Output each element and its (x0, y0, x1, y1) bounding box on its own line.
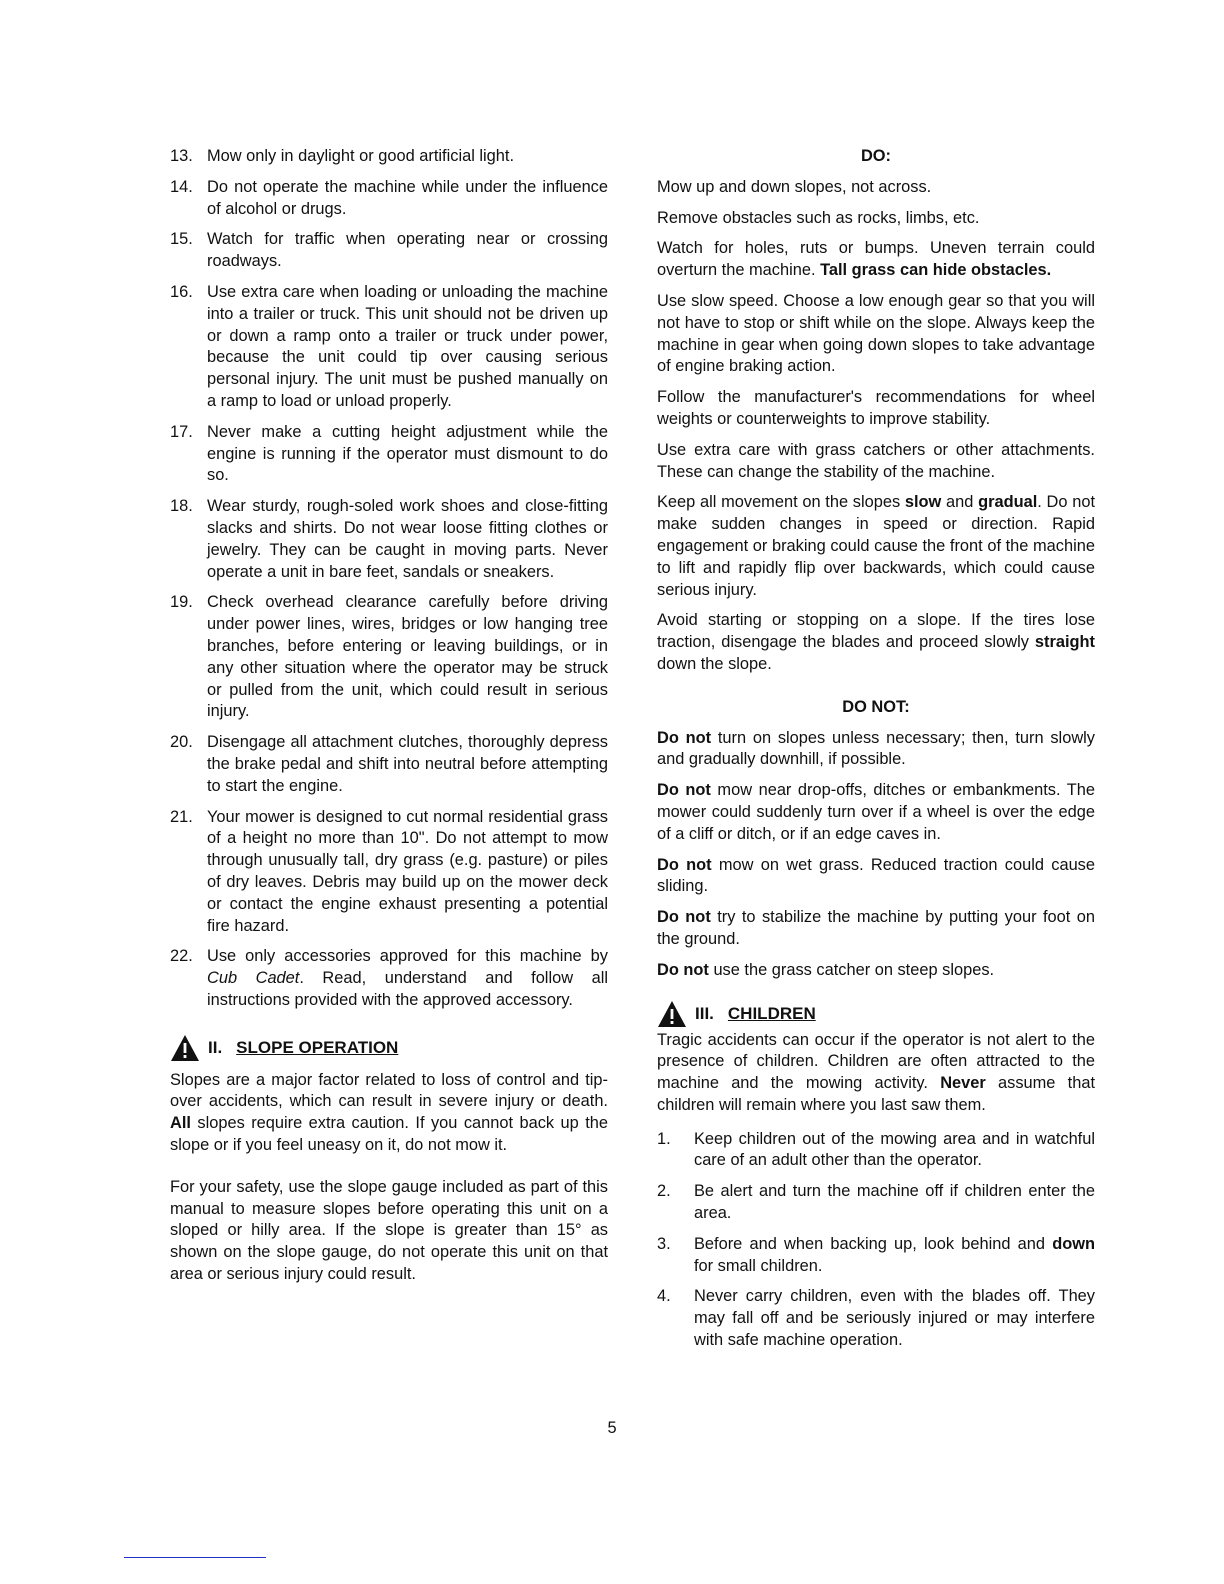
paragraph: Do not mow near drop-offs, ditches or embankments. The mower could suddenly turn over if a wheel is over the edge of a cliff or ditch, or if an edge caves in. (657, 781, 1096, 843)
list-item: 17. Never make a cutting height adjustment while the engine is running if the operator must dismount to do so. (170, 422, 608, 485)
paragraph: Do not try to stabilize the machine by putting your foot on the ground. (657, 908, 1095, 948)
paragraph: Mow up and down slopes, not across. (657, 177, 932, 196)
list-item: 22. Use only accessories approved for this machine by Cub Cadet. Read, understand and follow all instructions provided with the approved accessory. (170, 947, 608, 1009)
paragraph: Follow the manufacturer's recommendations for wheel weights or counterweights to improve stability. (657, 388, 1095, 428)
brand-name: Cub Cadet (207, 969, 300, 988)
right-column (657, 146, 1095, 1361)
section-title: SLOPE OPERATION (236, 1037, 399, 1057)
warning-icon (657, 1000, 687, 1028)
paragraph: Do not turn on slopes unless necessary; then, turn slowly and gradually downhill, if possible. (657, 728, 1095, 769)
paragraph: Keep all movement on the slopes slow and gradual. Do not make sudden changes in speed or direction. Rapid engagement or braking could cause the front of the machine to lift and rapidly flip over backwards, which could cause serious injury. (657, 493, 1095, 599)
paragraph: Tragic accidents can occur if the operator is not alert to the presence of children. Children are often attracted to the machine and the mowing activity. Never assume that children will remain where you last saw them. (657, 1030, 1095, 1114)
list-item: 1. Keep children out of the mowing area and in watchful care of an adult other than the operator. (657, 1129, 1095, 1170)
list-item: 14. Do not operate the machine while under the influence of alcohol or drugs. (170, 177, 608, 218)
section-heading-slope: II. SLOPE OPERATION (170, 1034, 608, 1062)
list-item: 15. Watch for traffic when operating near or crossing roadways. (170, 230, 608, 271)
section-heading-children: III. CHILDREN (657, 1000, 1095, 1028)
do-not-heading: DO NOT: (842, 697, 910, 716)
paragraph: Use extra care with grass catchers or other attachments. These can change the stability of the machine. (657, 440, 1095, 481)
list-item: 20. Disengage all attachment clutches, thoroughly depress the brake pedal and shift into neutral before attempting to start the engine. (170, 733, 608, 795)
list-item: 3. Before and when backing up, look behind and down for small children. (657, 1234, 1095, 1275)
footer-rule (124, 1557, 266, 1558)
paragraph: Slopes are a major factor related to loss of control and tip-over accidents, which can result in severe injury or death. All slopes require extra caution. If you cannot back up the slope or if you feel uneasy on it, do not mow it. (170, 1070, 608, 1155)
warning-icon (170, 1034, 200, 1062)
paragraph: Avoid starting or stopping on a slope. If the tires lose traction, disengage the blades and proceed slowly straight down the slope. (657, 611, 1095, 673)
do-heading: DO: (860, 147, 892, 165)
paragraph: Use slow speed. Choose a low enough gear so that you will not have to stop or shift while on the slope. Always keep the machine in gear when going down slopes to take advantage of engine braking action. (657, 291, 1095, 376)
list-item: 13. Mow only in daylight or good artificial light. (170, 147, 515, 165)
paragraph: Do not use the grass catcher on steep slopes. (657, 960, 995, 979)
paragraph: Do not mow on wet grass. Reduced traction could cause sliding. (657, 855, 1095, 896)
section-title: CHILDREN (727, 1003, 816, 1023)
list-item: 18. Wear sturdy, rough-soled work shoes and close-fitting slacks and shirts. Do not wear loose fitting clothes or jewelry. They can be caught in moving parts. Never operate a unit in bare feet, sandals or sneakers. (170, 497, 608, 581)
left-column (170, 146, 608, 1295)
paragraph: For your safety, use the slope gauge included as part of this manual to measure slopes before operating this unit on a sloped or hilly area. If the slope is greater than 15° as shown on the slope gauge, do not operate this unit on that area or serious injury could result. (170, 1177, 608, 1284)
list-item: 16. Use extra care when loading or unloading the machine into a trailer or truck. This unit should not be driven up or down a ramp onto a trailer or truck under power, because the unit could tip over causing serious personal injury. The unit must be pushed manually on a ramp to load or unload properly. (170, 282, 608, 410)
list-item: 2. Be alert and turn the machine off if children enter the area. (657, 1182, 1095, 1223)
list-item: 21. Your mower is designed to cut normal residential grass of a height no more than 10". Do not attempt to mow through unusually tall, dry grass (e.g. pasture) or piles of dry leaves. Debris may build up on the mower deck or contact the engine exhaust presenting a potential fire hazard. (170, 807, 608, 935)
list-item: 4. Never carry children, even with the blades off. They may fall off and be seriously injured or may interfere with safe machine operation. (657, 1287, 1095, 1350)
list-item: 19. Check overhead clearance carefully before driving under power lines, wires, bridges or low hanging tree branches, before entering or leaving buildings, or in any other situation where the operator may be struck or pulled from the unit, which could result in serious injury. (170, 593, 608, 721)
page-number: 5 (607, 1419, 617, 1437)
paragraph: Watch for holes, ruts or bumps. Uneven terrain could overturn the machine. Tall grass can hide obstacles. (657, 239, 1095, 280)
paragraph: Remove obstacles such as rocks, limbs, etc. (657, 208, 980, 227)
